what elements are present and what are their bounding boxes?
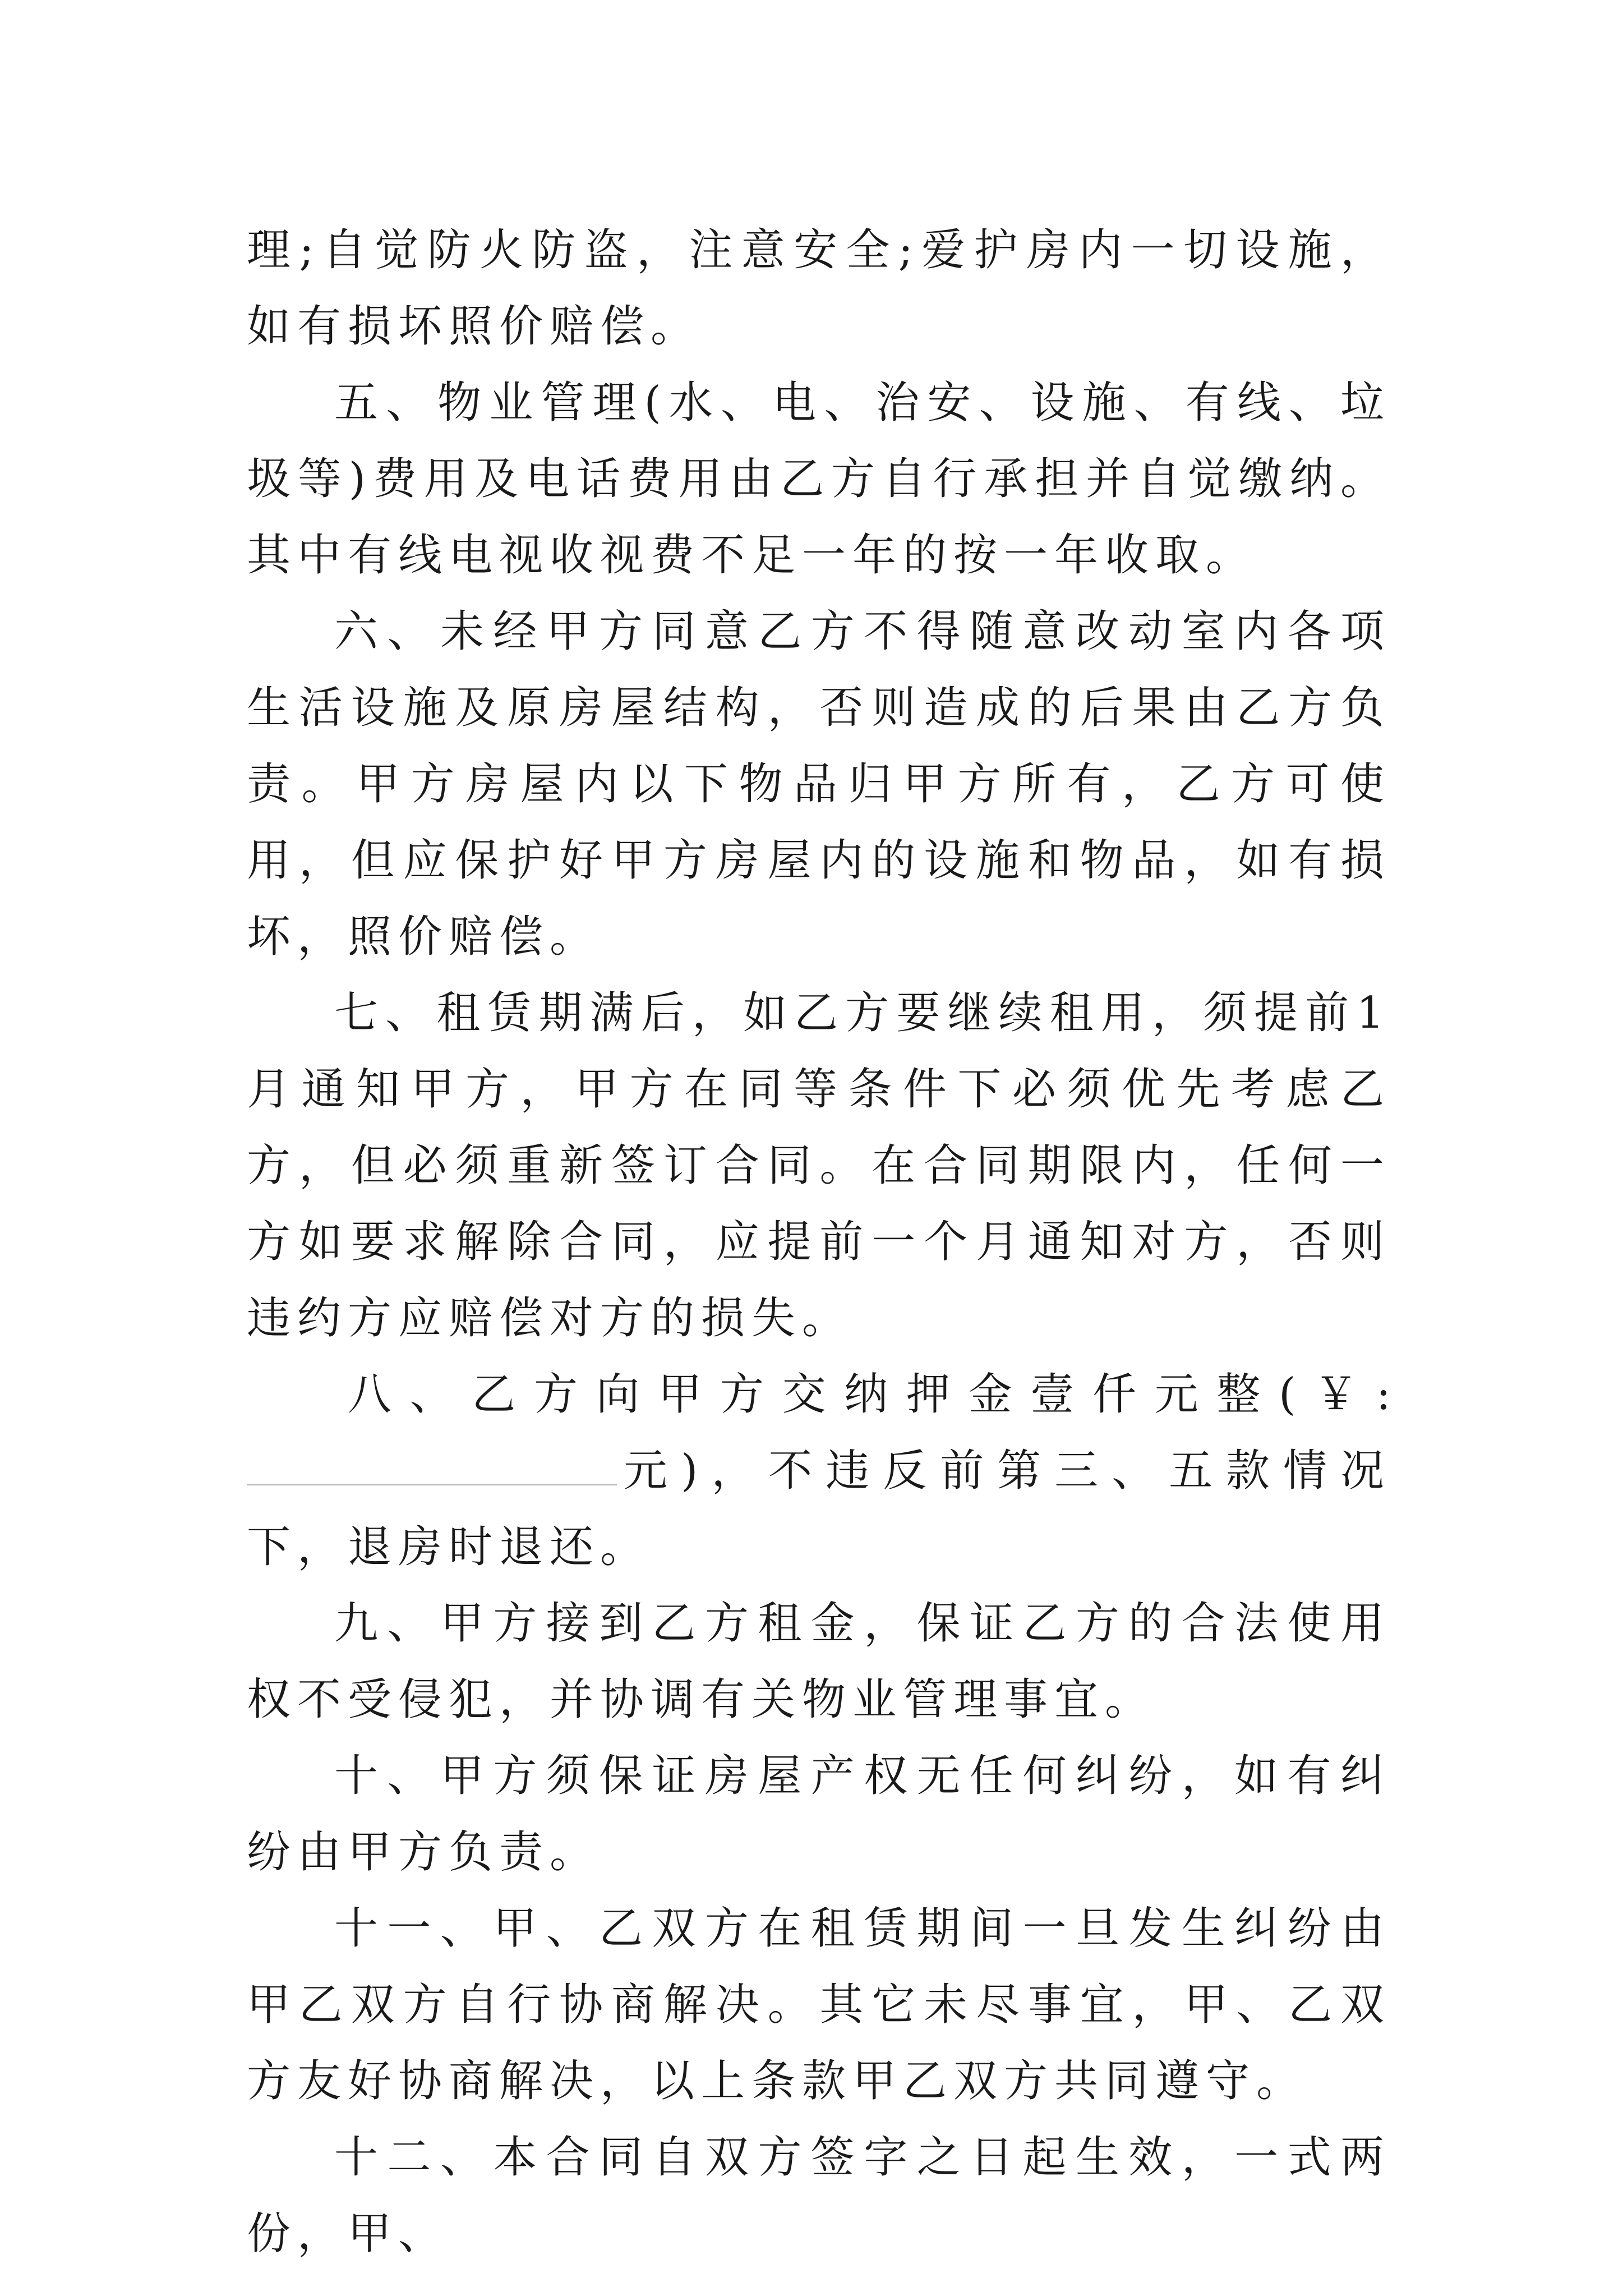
clause-9: 九、甲方接到乙方租金，保证乙方的合法使用权不受侵犯，并协调有关物业管理事宜。 [247, 1598, 1391, 1725]
contract-body [247, 212, 1391, 2272]
clause-8-rest [247, 1433, 1391, 1585]
clause-4-continuation: 理;自觉防火防盗，注意安全;爱护房内一切设施，如有损坏照价赔偿。 [247, 225, 1391, 352]
clause-11: 十一、甲、乙双方在租赁期间一旦发生纠纷由甲乙双方自行协商解决。其它未尽事宜，甲、乙双方友好协商解决，以上条款甲乙双方共同遵守。 [247, 1903, 1391, 2106]
clause-8-rest-text: 元)，不违反前第三、五款情况下，退房时退还。 [247, 1446, 1391, 1572]
clause-5: 五、物业管理(水、电、治安、设施、有线、垃圾等)费用及电话费用由乙方自行承担并自觉缴纳。其中有线电视收视费不足一年的按一年收取。 [247, 378, 1391, 581]
clause-7: 七、租赁期满后，如乙方要继续租用，须提前1月通知甲方，甲方在同等条件下必须优先考虑乙方，但必须重新签订合同。在合同期限内，任何一方如要求解除合同，应提前一个月通知对方，否则违约方应赔偿对方的损失。 [247, 988, 1391, 1343]
clause-12-start: 十二、本合同自双方签字之日起生效，一式两份，甲、 [247, 2132, 1391, 2259]
clause-10: 十、甲方须保证房屋产权无任何纠纷，如有纠纷由甲方负责。 [247, 1751, 1391, 1878]
deposit-amount-blank [247, 1442, 617, 1485]
clause-6: 六、未经甲方同意乙方不得随意改动室内各项生活设施及原房屋结构，否则造成的后果由乙方负责。甲方房屋内以下物品归甲方所有，乙方可使用，但应保护好甲方房屋内的设施和物品，如有损坏，照价赔偿。 [247, 606, 1391, 962]
clause-8-line1: 八、乙方向甲方交纳押金壹仟元整(￥: [348, 1369, 1391, 1420]
clause-8 [247, 1356, 1391, 1585]
